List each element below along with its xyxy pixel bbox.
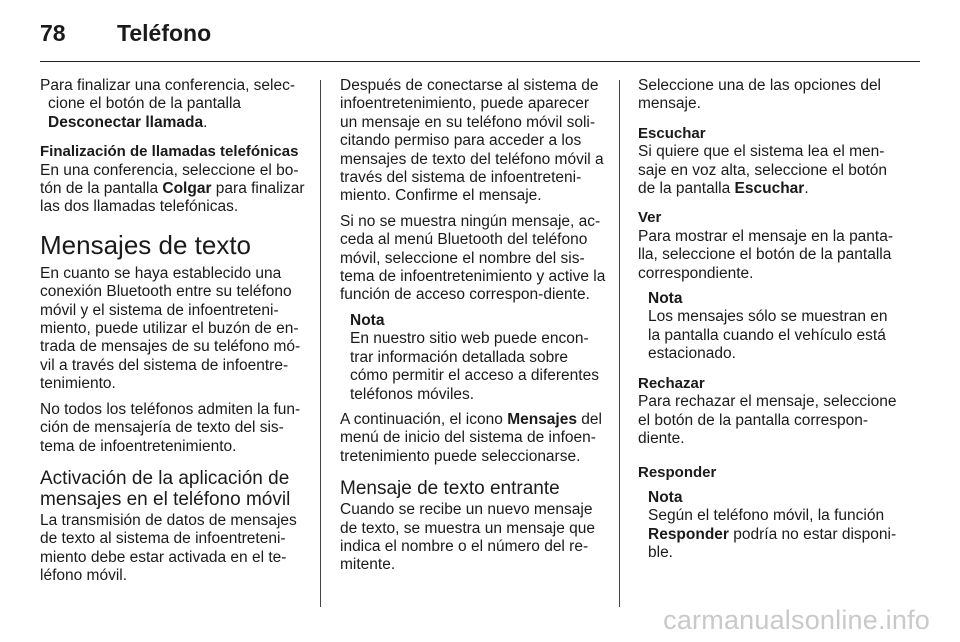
ui-term: Escuchar [734, 180, 805, 198]
paragraph: Si no se muestra ningún mensaje, ac-ceda al menú Bluetooth del teléfono móvil, seleccione el nombre del sis-tema de infoentretenimiento y active la función de acceso correspon-diente. [340, 212, 606, 304]
section-heading: Activación de la aplicación de mensajes en el teléfono móvil [40, 467, 291, 510]
subheading: Escuchar [638, 124, 706, 142]
paragraph: Para rechazar el mensaje, seleccione el botón de la pantalla correspon-diente. [638, 393, 897, 447]
paragraph: En cuanto se haya establecido una conexión Bluetooth entre su teléfono móvil y el sistema de infoentreteni-miento, puede utilizar el buzón de en-trada de mensajes de su teléfono mó-vil a través del sistema de infoentre-tenimiento. [40, 264, 301, 393]
paragraph: La transmisión de datos de mensajes de texto al sistema de infoentreteni-miento debe estar activada en el te-léfono móvil. [40, 511, 297, 585]
note-label: Nota [648, 290, 683, 308]
column-divider-1 [320, 80, 321, 607]
ui-term: Mensajes [507, 410, 577, 428]
page-number: 78 [40, 20, 66, 46]
section-heading: Mensaje de texto entrante [340, 478, 560, 500]
paragraph: No todos los teléfonos admiten la fun-ción de mensajería de texto del sis-tema de infoentretenimiento. [40, 400, 301, 455]
subheading: Rechazar [638, 374, 705, 392]
paragraph: Cuando se recibe un nuevo mensaje de texto, se muestra un mensaje que indica el nombre o el número del re-mitente. [340, 501, 596, 574]
note-text: En nuestro sitio web puede encon-trar información detallada sobre cómo permitir el acceso a diferentes teléfonos móviles. [350, 330, 599, 403]
note-box [638, 290, 903, 364]
subheading: Finalización de llamadas telefónicas [40, 143, 299, 161]
paragraph: Seleccione una de las opciones del mensaje. [638, 77, 882, 113]
paragraph: Para mostrar el mensaje en la panta-lla, seleccione el botón de la pantalla correspondiente. [638, 227, 894, 282]
ui-term: Colgar [162, 180, 212, 198]
paragraph: Si quiere que el sistema lea el men-saje en voz alta, seleccione el botón de la pantalla Escuchar. [638, 143, 888, 198]
subheading: Ver [638, 209, 662, 227]
column-1 [40, 77, 308, 593]
ui-term: Responder [648, 525, 729, 543]
section-heading: Mensajes de texto [40, 229, 252, 260]
column-3 [638, 77, 903, 569]
paragraph: En una conferencia, seleccione el bo-tón de la pantalla Colgar para finalizar las dos llamadas telefónicas. [40, 161, 305, 216]
paragraph: Para finalizar una conferencia, selec-cione el botón de la pantalla Desconectar llamada. [40, 77, 296, 131]
note-label: Nota [648, 488, 683, 506]
paragraph: Después de conectarse al sistema de infoentretenimiento, puede aparecer un mensaje en su teléfono móvil soli-citando permiso para acceder a los mensajes de texto del teléfono móvil a través del sistema de infoentreteni-miento. Confirme el mensaje. [340, 77, 604, 205]
column-divider-2 [619, 80, 620, 607]
note-box: Nota Según el teléfono móvil, la función Responder podría no estar disponi-ble. [638, 489, 903, 563]
watermark: carmanualsonline.info [663, 605, 930, 635]
paragraph: A continuación, el icono Mensajes del menú de inicio del sistema de infoen-tretenimiento puede seleccionarse. [340, 410, 602, 465]
page-title: Teléfono [117, 20, 212, 46]
ui-term: Desconectar llamada [48, 113, 204, 131]
note-text: Los mensajes sólo se muestran en la pantalla cuando el vehículo está estacionado. [648, 308, 888, 363]
note-label: Nota [350, 311, 385, 329]
page-header [40, 18, 920, 58]
subheading: Responder [638, 464, 717, 482]
header-divider [40, 61, 920, 62]
note-box [340, 312, 606, 404]
column-2 [340, 77, 606, 582]
